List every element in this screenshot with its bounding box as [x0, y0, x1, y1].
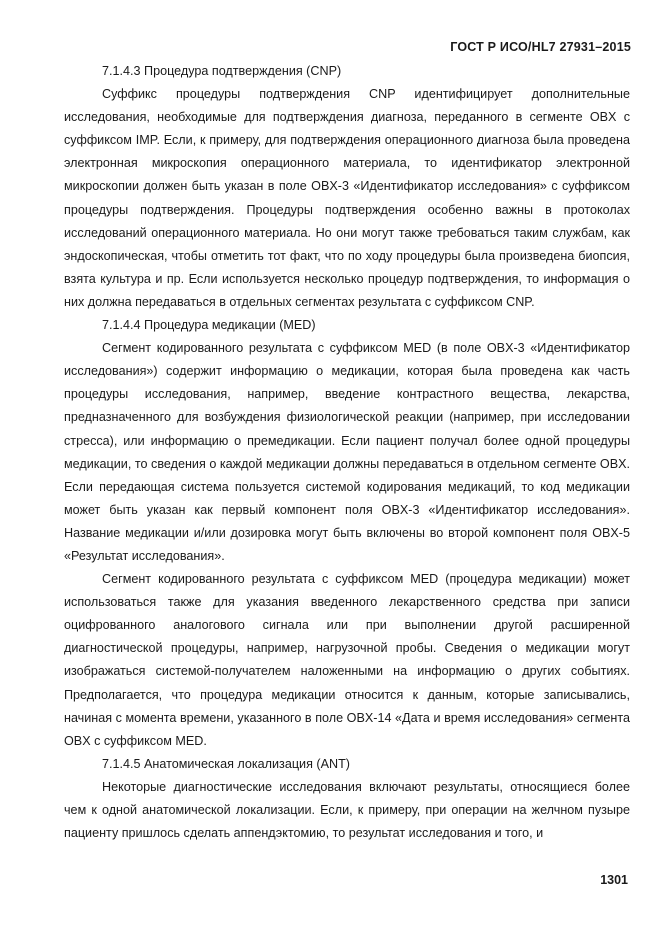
paragraph: Сегмент кодированного результата с суффиксом MED (процедура медикации) может использоваться также для указания введенного лекарственного средства при записи оцифрованного аналогового сигнала или при выполнении другой расширенной диагностической процедуры, например, нагрузочной пробы. Сведения о медикации могут изображаться системой-получателем наложенными на информацию о других событиях. Предполагается, что процедура медикации относится к данным, которые записывались, начиная с момента времени, указанного в поле OBX-14 «Дата и время исследования» сегмента OBX с суффиксом MED.: [64, 572, 630, 748]
section-heading-med: 7.1.4.4 Процедура медикации (MED): [102, 318, 316, 333]
section-heading-cnp: 7.1.4.3 Процедура подтверждения (CNP): [102, 64, 342, 78]
body-text: [64, 60, 630, 845]
paragraph: Некоторые диагностические исследования включают результаты, относящиеся более чем к одной анатомической локализации. Если, к примеру, при операции на желчном пузыре пациенту пришлось сделать аппендэктомию, то результат исследования и того, и: [64, 779, 630, 841]
page-number: 1301: [600, 873, 628, 887]
section-heading-ant: 7.1.4.5 Анатомическая локализация (ANT): [102, 756, 350, 771]
paragraph: Сегмент кодированного результата с суффиксом MED (в поле OBX-3 «Идентификатор исследования») содержит информацию о медикации, которая была проведена как часть процедуры исследования, например, введение контрастного вещества, лекарства, предназначенного для возбуждения физиологической реакции (например, при исследовании стресса), или информацию о премедикации. Если пациент получал более одной процедуры медикации, то сведения о каждой медикации должны передаваться в отдельном сегменте OBX. Если передающая система пользуется системой кодирования медикаций, то код медикации может быть указан как первый компонент поля OBX-3 «Идентификатор исследования». Название медикации и/или дозировка могут быть включены во второй компонент поля OBX-5 «Результат исследования».: [64, 341, 630, 563]
standard-header: ГОСТ Р ИСО/HL7 27931–2015: [450, 40, 631, 54]
paragraph: Суффикс процедуры подтверждения CNP идентифицирует дополнительные исследования, необходимые для подтверждения диагноза, переданного в сегменте OBX с суффиксом IMP. Если, к примеру, для подтверждения операционного диагноза была проведена электронная микроскопия операционного материала, то идентификатор электронной микроскопии должен быть указан в поле OBX-3 «Идентификатор исследования» с суффиксом процедуры подтверждения. Процедуры подтверждения особенно важны в протоколах исследований операционного материала. Но они могут также требоваться таким службам, как эндоскопическая, чтобы отметить тот факт, что по ходу процедуры была произведена биопсия, взята культура и пр. Если используется несколько процедур подтверждения, то информация о них должна передаваться в отдельных сегментах результата с суффиксом CNP.: [64, 87, 630, 309]
